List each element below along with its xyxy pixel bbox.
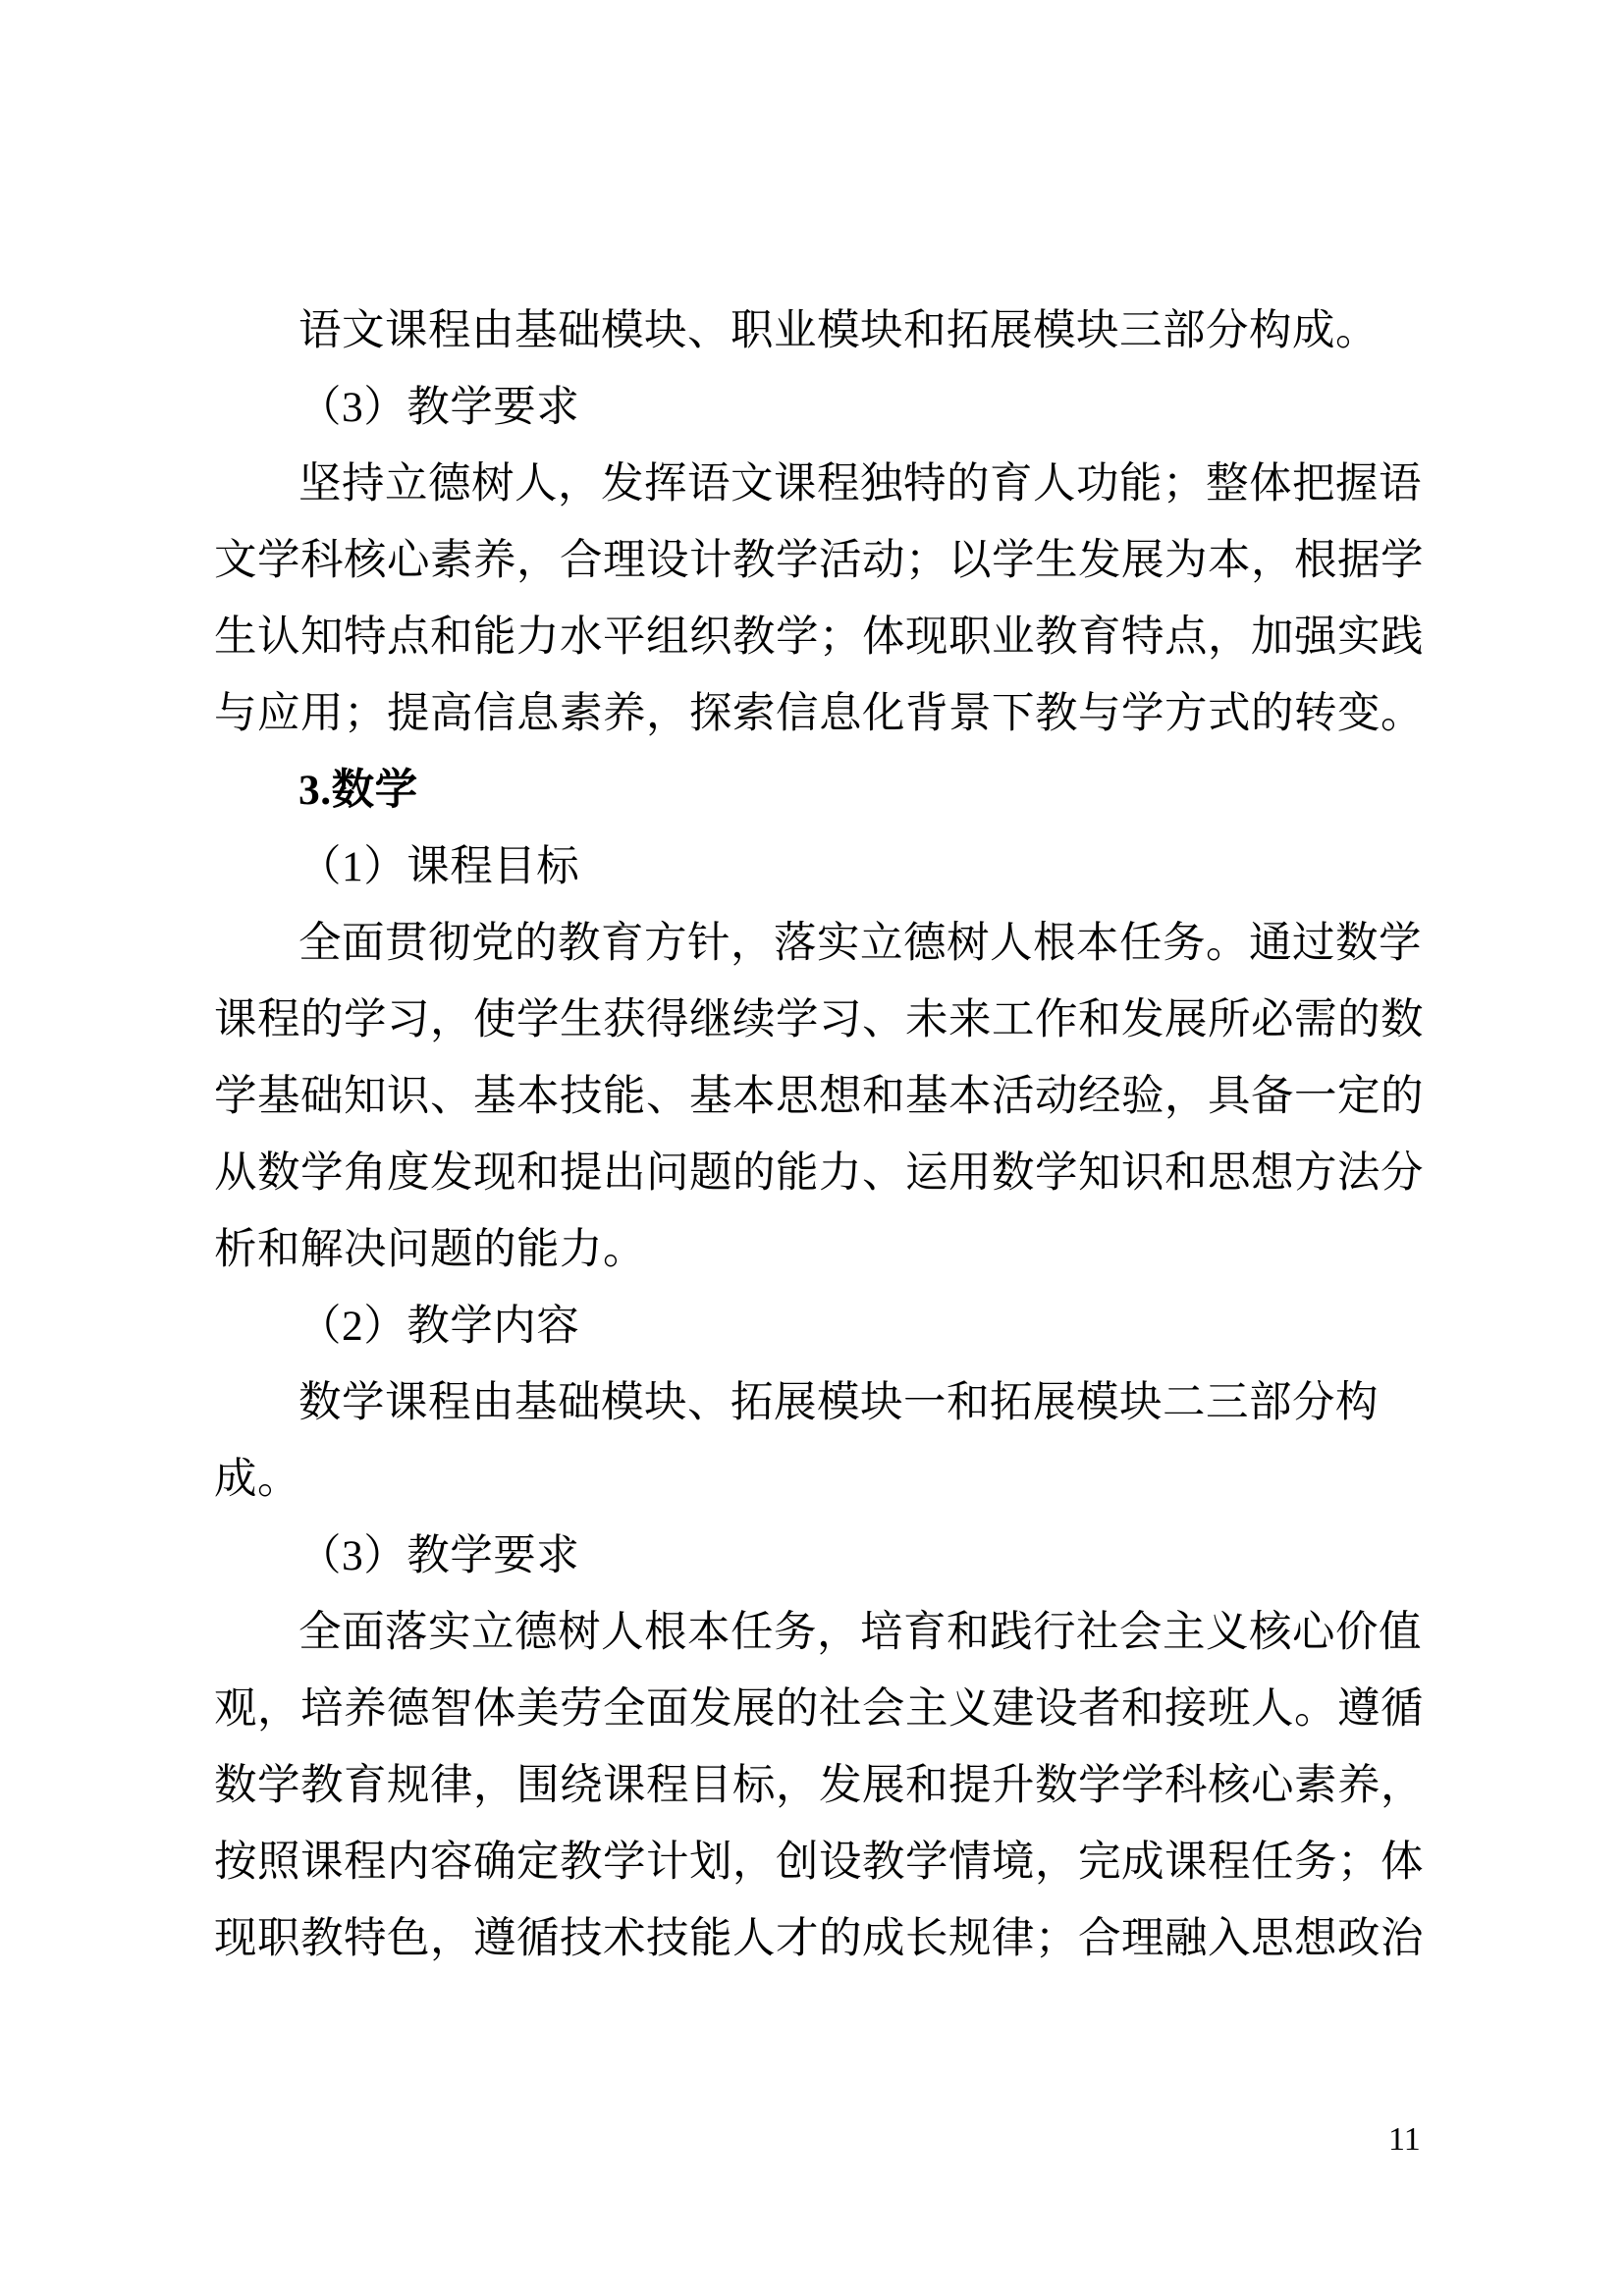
- text-line: 学基础知识、基本技能、基本思想和基本活动经验，具备一定的: [214, 1073, 1424, 1120]
- text-line: （3）教学要求: [298, 1532, 580, 1579]
- text-line: 数学课程由基础模块、拓展模块一和拓展模块二三部分构: [298, 1379, 1379, 1426]
- text-line: （3）教学要求: [298, 384, 580, 431]
- text-line: 全面落实立德树人根本任务，培育和践行社会主义核心价值: [298, 1609, 1422, 1656]
- text-line: 观，培养德智体美劳全面发展的社会主义建设者和接班人。遵循: [214, 1685, 1424, 1733]
- text-line: 数学教育规律，围绕课程目标，发展和提升数学学科核心素养，: [214, 1762, 1424, 1809]
- text-line: 坚持立德树人，发挥语文课程独特的育人功能；整体把握语: [298, 460, 1422, 507]
- text-line: 现职教特色，遵循技术技能人才的成长规律；合理融入思想政治: [214, 1915, 1424, 1962]
- page-number: 11: [1388, 2121, 1421, 2158]
- document-body: [214, 293, 1451, 1977]
- text-line: 全面贯彻党的教育方针，落实立德树人根本任务。通过数学: [298, 920, 1422, 967]
- text-line: （2）教学内容: [298, 1303, 580, 1350]
- text-line: 按照课程内容确定教学计划，创设教学情境，完成课程任务；体: [214, 1839, 1424, 1886]
- text-line: 文学科核心素养，合理设计教学活动；以学生发展为本，根据学: [214, 537, 1424, 584]
- text-line: 析和解决问题的能力。: [214, 1226, 646, 1273]
- text-line: 从数学角度发现和提出问题的能力、运用数学知识和思想方法分: [214, 1149, 1424, 1197]
- section-heading: 3.数学: [298, 767, 418, 814]
- text-line: 语文课程由基础模块、职业模块和拓展模块三部分构成。: [298, 307, 1379, 354]
- text-line: （1）课程目标: [298, 843, 580, 890]
- text-line: 与应用；提高信息素养，探索信息化背景下教与学方式的转变。: [214, 690, 1424, 737]
- text-line: 课程的学习，使学生获得继续学习、未来工作和发展所必需的数: [214, 996, 1424, 1043]
- text-line: 生认知特点和能力水平组织教学；体现职业教育特点，加强实践: [214, 614, 1424, 661]
- text-line: 成。: [214, 1456, 300, 1503]
